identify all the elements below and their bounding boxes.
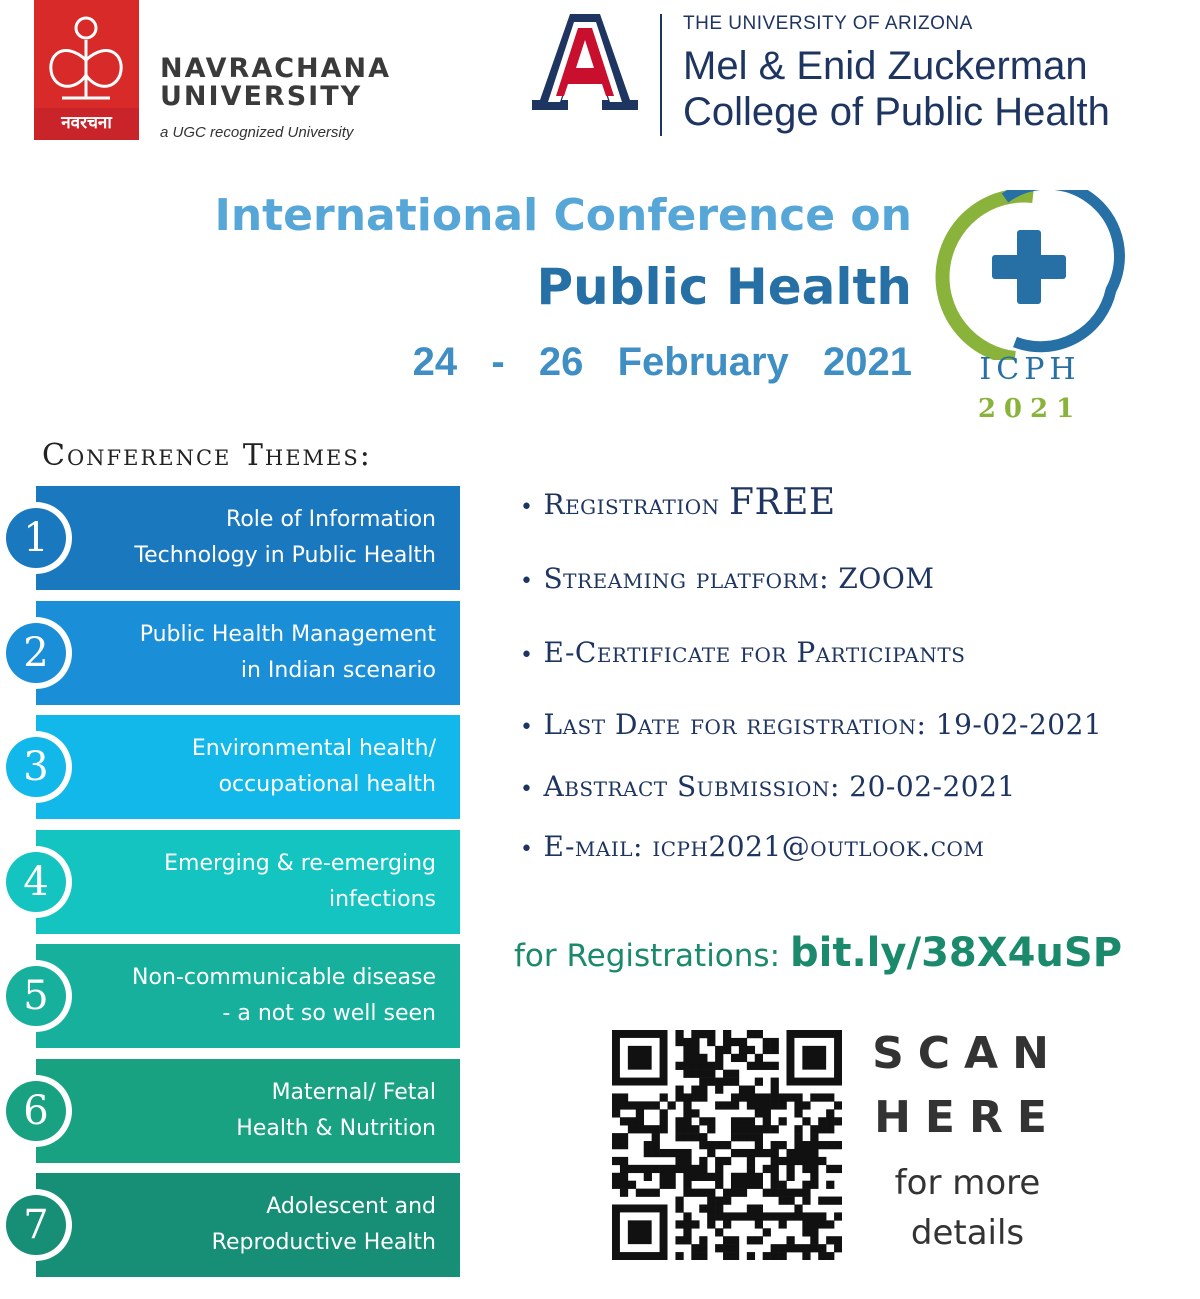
theme-number-badge	[0, 1075, 72, 1147]
theme-number-badge	[0, 960, 72, 1032]
theme-text-line2: infections	[328, 887, 436, 912]
theme-item	[36, 715, 460, 819]
bullet: •	[520, 643, 534, 668]
theme-number-badge	[0, 846, 72, 918]
theme-text	[76, 944, 436, 1048]
theme-number: 7	[6, 1195, 66, 1255]
streaming-text: Streaming platform: ZOOM	[543, 562, 935, 595]
theme-text-line1: Non-communicable disease	[132, 965, 436, 990]
bullet: •	[520, 777, 534, 802]
theme-text-line2: Health & Nutrition	[236, 1116, 436, 1141]
qr-code[interactable]	[612, 1030, 842, 1260]
theme-item	[36, 830, 460, 934]
arizona-college-line1: Mel & Enid Zuckerman	[683, 44, 1088, 88]
theme-text-line1: Adolescent and	[266, 1194, 436, 1219]
email-text[interactable]: E-mail: icph2021@outlook.com	[543, 830, 985, 863]
navrachana-name-line1: NAVRACHANA	[160, 53, 392, 84]
theme-text-line1: Role of Information	[226, 507, 436, 532]
scan-more-line1: for more	[894, 1163, 1041, 1203]
last-date-text: Last Date for registration: 19-02-2021	[543, 708, 1103, 741]
info-last-date	[520, 708, 1102, 741]
arizona-college-line2: College of Public Health	[683, 90, 1110, 134]
registration-label: Registration	[543, 488, 720, 521]
theme-item	[36, 944, 460, 1048]
info-registration	[520, 482, 836, 523]
theme-number-badge	[0, 617, 72, 689]
theme-number-badge	[0, 731, 72, 803]
bullet: •	[520, 569, 534, 594]
conference-title-line2: Public Health	[536, 258, 912, 316]
theme-item	[36, 601, 460, 705]
theme-text	[76, 830, 436, 934]
scan-line2: HERE	[874, 1092, 1061, 1143]
icph-logo	[935, 190, 1125, 360]
theme-item	[36, 486, 460, 590]
theme-text-line2: Technology in Public Health	[134, 543, 436, 568]
theme-text-line1: Public Health Management	[139, 622, 436, 647]
info-streaming	[520, 562, 934, 595]
arizona-divider	[660, 14, 662, 136]
scan-line1: SCAN	[872, 1028, 1063, 1079]
registration-link[interactable]: bit.ly/38X4uSP	[790, 930, 1123, 976]
scan-here	[860, 1022, 1075, 1150]
theme-number-badge	[0, 502, 72, 574]
theme-text-line1: Maternal/ Fetal	[271, 1080, 436, 1105]
theme-number: 2	[6, 623, 66, 683]
bullet: •	[520, 837, 534, 862]
theme-text-line2: Reproductive Health	[211, 1230, 436, 1255]
arizona-a-logo	[530, 12, 640, 112]
conference-dates: 24 - 26 February 2021	[412, 340, 912, 384]
navrachana-logo	[34, 0, 139, 140]
theme-text	[76, 1059, 436, 1163]
theme-text-line1: Emerging & re-emerging	[164, 851, 436, 876]
navrachana-name	[160, 55, 391, 111]
bullet: •	[520, 495, 534, 520]
theme-text-line2: - a not so well seen	[222, 1001, 436, 1026]
theme-text	[76, 601, 436, 705]
scan-more-line2: details	[910, 1213, 1025, 1253]
info-email	[520, 830, 984, 863]
theme-number-badge	[0, 1189, 72, 1261]
theme-number: 6	[6, 1081, 66, 1141]
theme-text	[76, 1173, 436, 1277]
registration-link-label: for Registrations:	[514, 938, 781, 974]
arizona-university-name: THE UNIVERSITY OF ARIZONA	[683, 13, 973, 34]
icph-year: 2021	[977, 394, 1083, 424]
theme-number: 3	[6, 737, 66, 797]
registration-line	[514, 930, 1122, 976]
navrachana-name-line2: UNIVERSITY	[160, 81, 363, 112]
navrachana-tagline: a UGC recognized University	[160, 124, 354, 141]
theme-number: 4	[6, 852, 66, 912]
navrachana-logo-text: नवरचना	[61, 113, 112, 133]
bullet: •	[520, 715, 534, 740]
info-abstract	[520, 770, 1016, 803]
theme-text-line2: in Indian scenario	[240, 658, 436, 683]
icph-acronym: ICPH	[979, 352, 1081, 387]
registration-value: FREE	[729, 482, 836, 523]
theme-item	[36, 1173, 460, 1277]
info-certificate	[520, 636, 965, 669]
scan-more-details	[860, 1158, 1075, 1258]
theme-text	[76, 486, 436, 590]
conference-title-line1: International Conference on	[214, 190, 912, 241]
abstract-text: Abstract Submission: 20-02-2021	[543, 770, 1016, 803]
theme-text	[76, 715, 436, 819]
theme-number: 5	[6, 966, 66, 1026]
themes-heading: Conference Themes:	[42, 438, 372, 473]
theme-number: 1	[6, 508, 66, 568]
theme-text-line1: Environmental health/	[191, 736, 436, 761]
certificate-text: E-Certificate for Participants	[543, 636, 966, 669]
theme-item	[36, 1059, 460, 1163]
theme-text-line2: occupational health	[218, 772, 436, 797]
